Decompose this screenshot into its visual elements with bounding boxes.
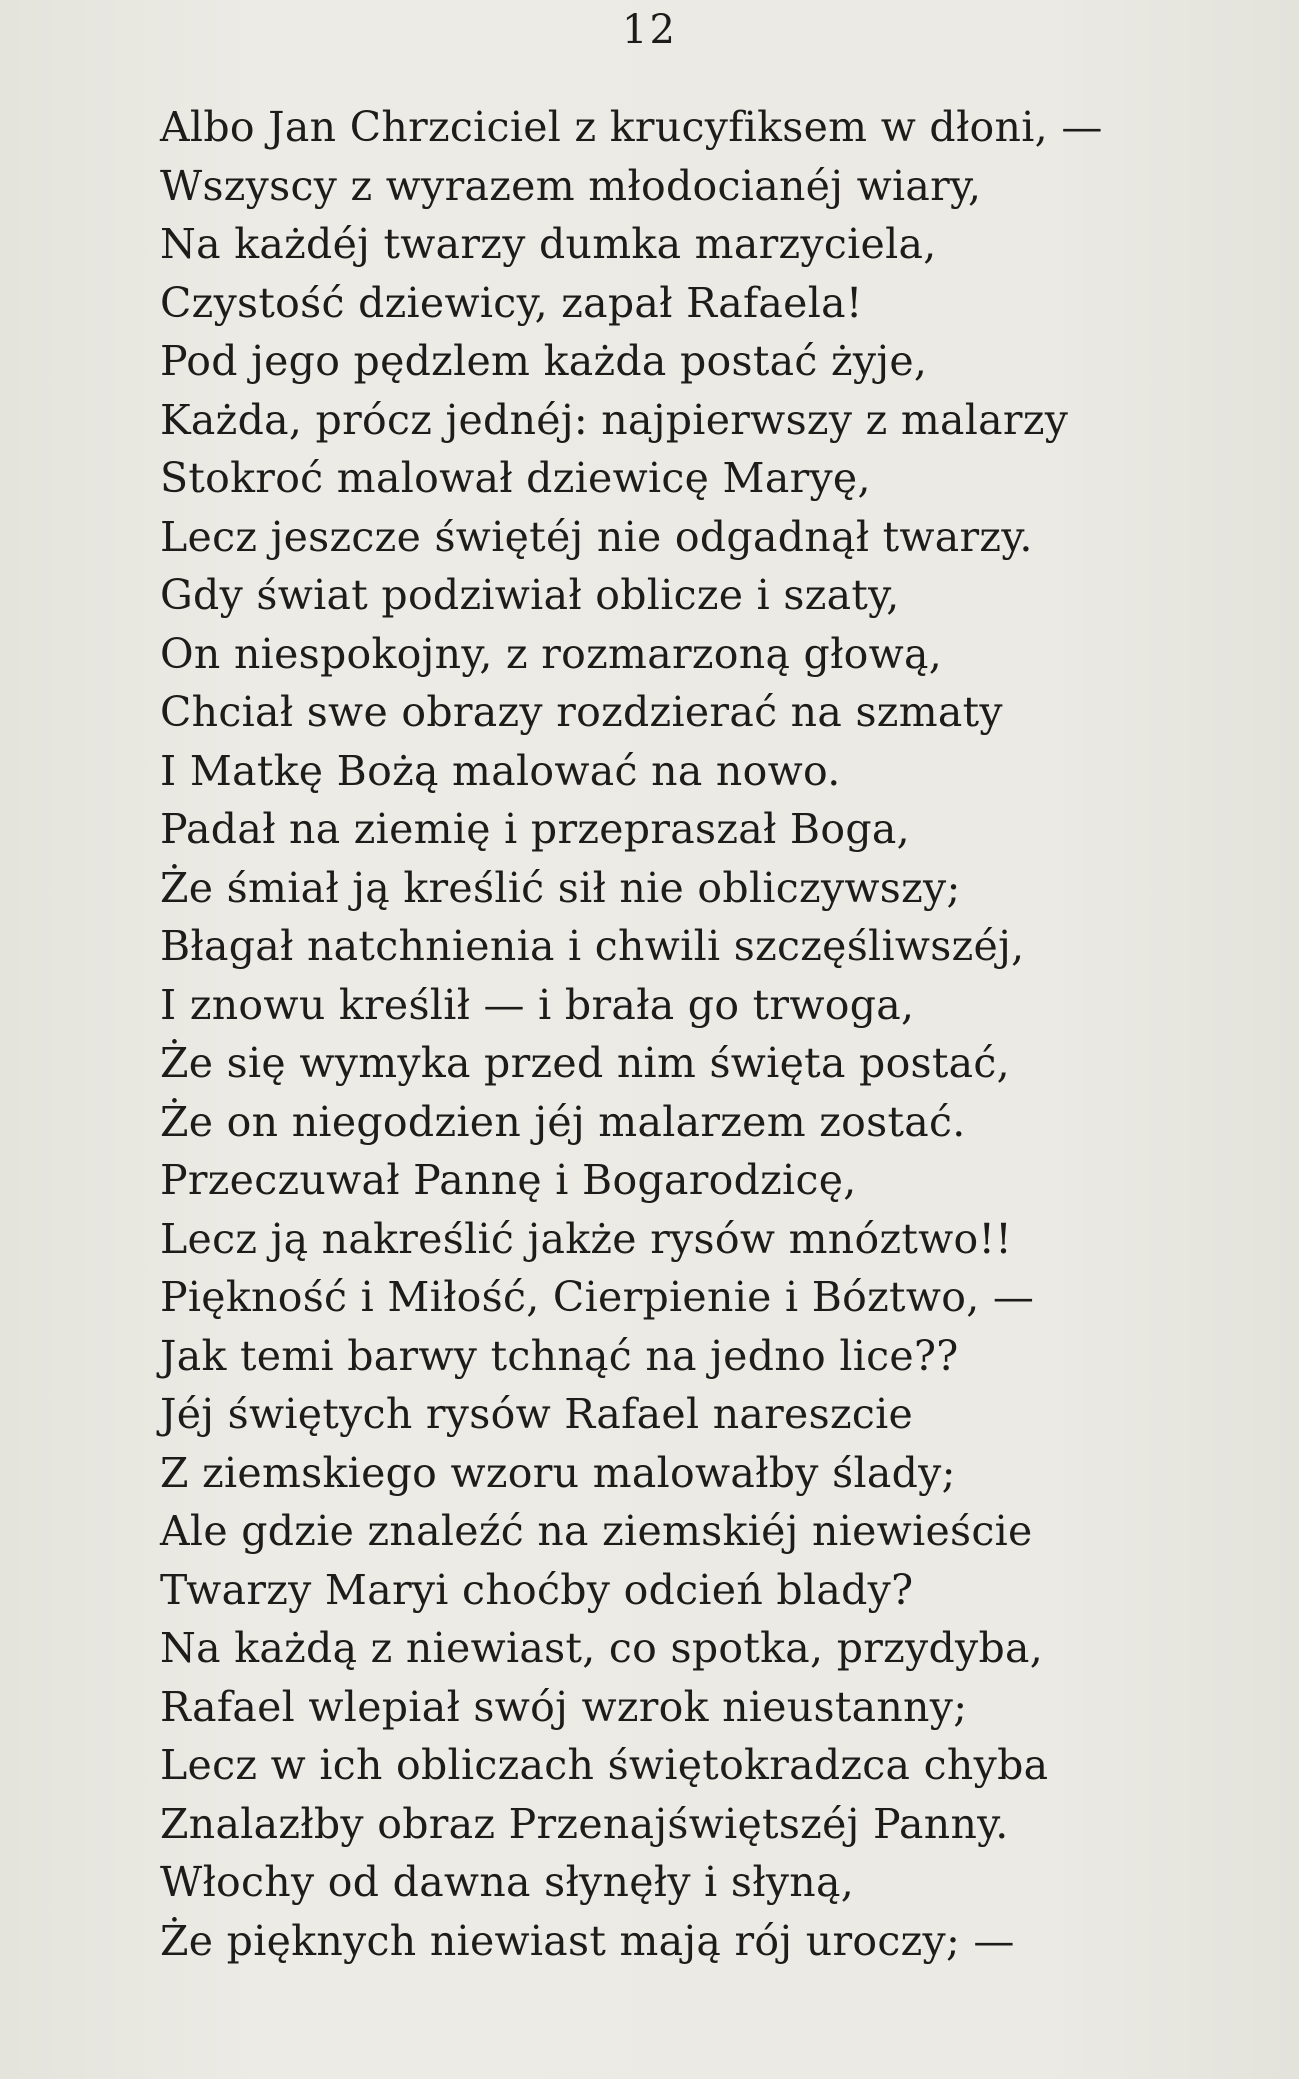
poem-line: Włochy od dawna słynęły i słyną, <box>160 1858 855 1906</box>
poem-line: Przeczuwał Pannę i Bogarodzicę, <box>160 1156 857 1204</box>
poem-line: Na każdą z niewiast, co spotka, przydyba, <box>160 1624 1044 1672</box>
poem-line: Albo Jan Chrzciciel z krucyfiksem w dłoni, — <box>160 103 1103 151</box>
poem-line: Jak temi barwy tchnąć na jedno lice?? <box>160 1331 959 1380</box>
poem-line: I Matkę Bożą malować na nowo. <box>160 746 841 795</box>
poem-line: Że pięknych niewiast mają rój uroczy; — <box>160 1916 1015 1965</box>
poem-line: Rafael wlepiał swój wzrok nieustanny; <box>160 1682 968 1731</box>
poem-line: Wszyscy z wyrazem młodocianéj wiary, <box>160 161 982 210</box>
poem-line: Gdy świat podziwiał oblicze i szaty, <box>160 571 900 619</box>
poem-line: I znowu kreślił — i brała go trwoga, <box>160 980 915 1029</box>
poem-line: Że się wymyka przed nim święta postać, <box>160 1039 1011 1087</box>
poem-line: Padał na ziemię i przepraszał Boga, <box>160 805 910 853</box>
poem-text <box>160 98 1240 1970</box>
poem-line: Na każdéj twarzy dumka marzyciela, <box>160 220 937 268</box>
poem-line: Lecz jeszcze świętéj nie odgadnął twarzy. <box>160 512 1033 561</box>
poem-line: Znalazłby obraz Przenajświętszéj Panny. <box>160 1799 1009 1848</box>
poem-line: Że on niegodzien jéj malarzem zostać. <box>160 1097 966 1146</box>
poem-line: Pod jego pędzlem każda postać żyje, <box>160 337 928 385</box>
poem-line: Z ziemskiego wzoru malowałby ślady; <box>160 1448 956 1497</box>
page-number: 12 <box>622 7 677 53</box>
poem-line: Piękność i Miłość, Cierpienie i Bóztwo, — <box>160 1273 1035 1321</box>
poem-line: Czystość dziewicy, zapał Rafaela! <box>160 278 863 327</box>
poem-line: Lecz ją nakreślić jakże rysów mnóztwo!! <box>160 1214 1013 1263</box>
poem-line: Lecz w ich obliczach świętokradzca chyba <box>160 1741 1049 1789</box>
poem-line: Ale gdzie znaleźć na ziemskiéj niewieście <box>160 1507 1033 1555</box>
poem-line: On niespokojny, z rozmarzoną głową, <box>160 629 943 678</box>
poem-line: Jéj świętych rysów Rafael nareszcie <box>160 1390 914 1438</box>
poem-line: Stokroć malował dziewicę Maryę, <box>160 454 871 502</box>
poem-line: Błagał natchnienia i chwili szczęśliwszéj, <box>160 922 1025 970</box>
poem-line: Twarzy Maryi choćby odcień blady? <box>160 1565 914 1614</box>
poem-line: Każda, prócz jednéj: najpierwszy z malarzy <box>160 395 1069 444</box>
poem-line: Że śmiał ją kreślić sił nie obliczywszy; <box>160 863 961 912</box>
poem-line: Chciał swe obrazy rozdzierać na szmaty <box>160 688 1003 736</box>
